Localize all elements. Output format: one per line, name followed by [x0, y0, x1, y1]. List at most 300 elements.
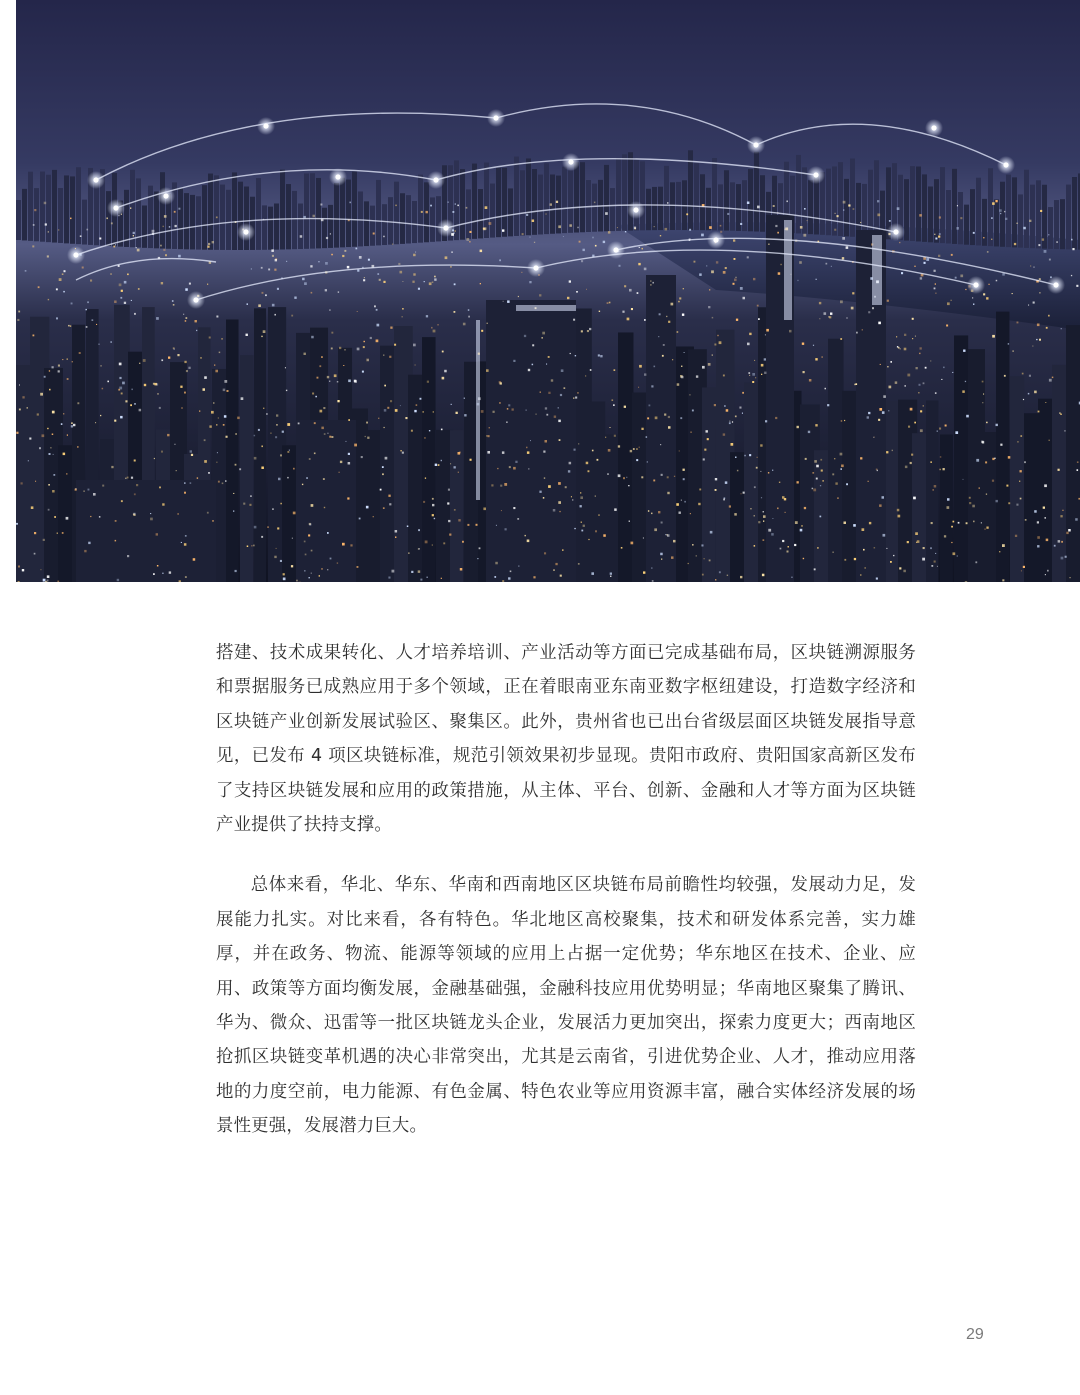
window-light	[294, 297, 296, 299]
window-light	[969, 497, 971, 499]
window-light	[1077, 469, 1079, 471]
window-light	[35, 481, 36, 482]
window-light	[777, 508, 779, 510]
window-light	[706, 265, 707, 266]
window-light	[390, 400, 392, 402]
window-light	[1000, 213, 1001, 214]
body-text	[216, 636, 916, 1144]
distant-building	[304, 173, 309, 248]
window-light	[702, 366, 705, 369]
window-light	[714, 344, 716, 346]
window-light	[897, 509, 900, 512]
window-light	[594, 202, 596, 204]
window-light	[508, 577, 510, 579]
window-light	[639, 365, 642, 368]
window-light	[320, 204, 322, 206]
window-light	[495, 562, 498, 565]
window-light	[923, 547, 925, 549]
window-light	[318, 261, 319, 262]
window-light	[923, 382, 925, 384]
window-light	[935, 553, 936, 554]
window-light	[348, 380, 351, 383]
window-light	[79, 352, 81, 354]
window-light	[768, 472, 769, 473]
window-light	[251, 545, 252, 546]
distant-building	[316, 178, 321, 248]
distant-building	[364, 201, 369, 246]
window-light	[919, 214, 922, 217]
window-light	[1039, 278, 1041, 280]
window-light	[641, 428, 643, 430]
window-light	[1045, 574, 1046, 575]
window-light	[235, 433, 237, 435]
window-light	[376, 309, 378, 311]
distant-building	[982, 199, 987, 246]
window-light	[714, 404, 716, 406]
window-light	[102, 485, 104, 487]
window-light	[851, 307, 854, 310]
window-light	[681, 366, 682, 367]
window-light	[1058, 469, 1060, 471]
window-light	[154, 458, 155, 459]
window-light	[395, 537, 396, 538]
window-light	[463, 323, 466, 326]
window-light	[874, 547, 876, 549]
window-light	[570, 353, 571, 354]
window-light	[25, 270, 27, 272]
window-light	[824, 312, 827, 315]
window-light	[442, 351, 444, 353]
window-light	[487, 451, 490, 454]
window-light	[912, 318, 914, 320]
window-light	[709, 226, 712, 229]
window-light	[899, 242, 900, 243]
window-light	[558, 407, 559, 408]
distant-building	[226, 190, 231, 250]
distant-building	[988, 168, 993, 246]
window-light	[418, 570, 421, 573]
window-light	[775, 417, 777, 419]
window-light	[454, 283, 456, 285]
window-light	[955, 431, 958, 434]
window-light	[740, 223, 742, 225]
window-light	[432, 504, 434, 506]
window-light	[844, 559, 846, 561]
window-light	[835, 482, 837, 484]
window-light	[518, 565, 519, 566]
window-light	[47, 428, 48, 429]
window-light	[276, 548, 277, 549]
window-light	[644, 373, 646, 375]
window-light	[506, 422, 507, 423]
window-light	[63, 291, 65, 293]
window-light	[698, 503, 700, 505]
window-light	[707, 438, 709, 440]
window-light	[735, 457, 737, 459]
window-light	[962, 390, 965, 393]
window-light	[209, 337, 211, 339]
window-light	[204, 376, 207, 379]
window-light	[426, 315, 428, 317]
window-light	[943, 468, 945, 470]
window-light	[966, 522, 968, 524]
window-light	[432, 544, 433, 545]
network-node	[893, 229, 898, 234]
window-light	[1058, 540, 1061, 543]
window-light	[963, 479, 964, 480]
window-light	[502, 451, 505, 454]
window-light	[276, 414, 278, 416]
window-light	[952, 372, 953, 373]
distant-building	[508, 188, 513, 236]
window-light	[93, 493, 96, 496]
window-light	[184, 543, 187, 546]
window-light	[794, 544, 796, 546]
window-light	[595, 245, 597, 247]
distant-building	[346, 180, 351, 248]
window-light	[180, 386, 182, 388]
window-light	[710, 531, 713, 534]
window-light	[33, 224, 35, 226]
window-light	[162, 503, 164, 505]
window-light	[272, 304, 275, 307]
window-light	[309, 577, 310, 578]
city-building	[954, 335, 968, 582]
window-light	[610, 427, 611, 428]
window-light	[418, 529, 420, 531]
distant-building	[802, 167, 807, 233]
window-light	[304, 282, 307, 285]
window-light	[638, 387, 639, 388]
window-light	[342, 255, 344, 257]
distant-building	[40, 172, 45, 242]
window-light	[77, 402, 79, 404]
distant-building	[34, 188, 39, 241]
window-light	[121, 290, 123, 292]
window-light	[1034, 510, 1037, 513]
window-light	[715, 489, 717, 491]
window-light	[661, 559, 662, 560]
window-light	[425, 541, 428, 544]
window-light	[725, 267, 727, 269]
paragraph-2: 总体来看，华北、华东、华南和西南地区区块链布局前瞻性均较强，发展动力足，发展能力扎实。对比来看，各有特色。华北地区高校聚集，技术和研发体系完善，实力雄厚，并在政务、物流、能源等领域的应用上占据一定优势；华东地区在技术、企业、应用、政策等方面均衡发展，金融基础强，金融科技应用优势明显；华南地区聚集了腾讯、华为、微众、迅雷等一批区块链龙头企业，发展活力更加突出，探索力度更大；西南地区抢抓区块链变革机遇的决心非常突出，尤其是云南省，引进优势企业、人才，推动应用落地的力度空前，电力能源、有色金属、特色农业等应用资源丰富，融合实体经济发展的场景性更强，发展潜力巨大。	[216, 875, 916, 1137]
window-light	[553, 509, 556, 512]
window-light	[312, 393, 314, 395]
window-light	[1028, 393, 1030, 395]
window-light	[668, 416, 670, 418]
window-light	[922, 558, 925, 561]
window-light	[52, 434, 54, 436]
window-light	[636, 448, 637, 449]
window-light	[754, 486, 756, 488]
window-light	[579, 241, 581, 243]
window-light	[624, 285, 626, 287]
window-light	[34, 532, 36, 534]
window-light	[52, 411, 55, 414]
city-building	[828, 339, 844, 582]
window-light	[1037, 536, 1040, 539]
window-light	[633, 448, 635, 450]
window-light	[1064, 430, 1066, 432]
window-light	[820, 459, 822, 461]
window-light	[100, 415, 101, 416]
window-light	[761, 364, 764, 367]
window-light	[1004, 211, 1005, 212]
window-light	[991, 217, 993, 219]
window-light	[293, 512, 296, 515]
window-light	[357, 566, 359, 568]
window-light	[1019, 481, 1020, 482]
window-light	[955, 277, 957, 279]
window-light	[729, 505, 731, 507]
window-light	[882, 496, 885, 499]
window-light	[986, 422, 988, 424]
window-light	[143, 359, 146, 362]
window-light	[734, 279, 737, 282]
window-light	[373, 516, 374, 517]
window-light	[907, 541, 909, 543]
window-light	[782, 540, 784, 542]
window-light	[701, 544, 703, 546]
window-light	[161, 359, 163, 361]
window-light	[408, 552, 410, 554]
window-light	[586, 289, 587, 290]
window-light	[207, 284, 208, 285]
window-light	[877, 200, 879, 202]
window-light	[548, 356, 550, 358]
window-light	[324, 433, 326, 435]
window-light	[533, 576, 535, 578]
window-light	[432, 514, 434, 516]
window-light	[189, 283, 191, 285]
distant-building	[652, 187, 657, 230]
window-light	[261, 446, 263, 448]
window-light	[699, 489, 701, 491]
window-light	[799, 261, 802, 264]
window-light	[610, 576, 611, 577]
window-light	[991, 239, 992, 240]
window-light	[931, 565, 933, 567]
window-light	[973, 521, 975, 523]
window-light	[223, 424, 225, 426]
window-light	[580, 492, 581, 493]
window-light	[138, 288, 140, 290]
window-light	[400, 405, 401, 406]
distant-building	[520, 170, 525, 235]
distant-building	[580, 162, 585, 232]
window-light	[655, 417, 658, 420]
window-light	[1060, 414, 1062, 416]
window-light	[558, 501, 561, 504]
window-light	[652, 580, 654, 582]
distant-building	[1006, 175, 1011, 247]
window-light	[280, 560, 282, 562]
window-light	[814, 460, 817, 463]
window-light	[225, 480, 227, 482]
window-light	[574, 528, 575, 529]
window-light	[1017, 322, 1019, 324]
distant-building	[268, 207, 273, 250]
window-light	[176, 470, 177, 471]
window-light	[247, 546, 249, 548]
window-light	[852, 292, 854, 294]
window-light	[725, 481, 728, 484]
window-light	[71, 425, 73, 427]
window-light	[772, 470, 773, 471]
window-light	[321, 356, 323, 358]
window-light	[578, 563, 580, 565]
distant-building	[190, 195, 195, 250]
window-light	[120, 416, 123, 419]
window-light	[106, 218, 108, 220]
window-light	[18, 581, 20, 582]
distant-building	[742, 180, 747, 231]
window-light	[47, 575, 50, 578]
window-light	[830, 313, 832, 315]
window-light	[455, 204, 456, 205]
window-light	[429, 430, 430, 431]
distant-building	[322, 208, 327, 248]
window-light	[999, 209, 1002, 212]
window-light	[131, 389, 133, 391]
window-light	[699, 273, 702, 276]
window-light	[919, 384, 921, 386]
window-light	[77, 446, 78, 447]
window-light	[607, 473, 609, 475]
window-light	[130, 404, 132, 406]
window-light	[95, 422, 96, 423]
distant-building	[388, 197, 393, 245]
window-light	[110, 273, 112, 275]
window-light	[275, 436, 277, 438]
distant-building	[214, 175, 219, 250]
window-light	[797, 280, 798, 281]
window-light	[992, 480, 994, 482]
window-light	[52, 490, 55, 493]
window-light	[342, 543, 345, 546]
window-light	[1045, 402, 1046, 403]
window-light	[690, 513, 691, 514]
window-light	[178, 208, 180, 210]
network-node	[633, 207, 638, 212]
window-light	[765, 420, 767, 422]
window-light	[630, 450, 632, 452]
window-light	[1071, 275, 1072, 276]
window-light	[1008, 502, 1010, 504]
window-light	[739, 407, 741, 409]
window-light	[733, 283, 735, 285]
window-light	[661, 522, 663, 524]
distant-building	[1066, 185, 1071, 250]
window-light	[67, 378, 69, 380]
window-light	[169, 226, 170, 227]
distant-building	[1000, 182, 1005, 247]
window-light	[834, 458, 835, 459]
window-light	[911, 454, 913, 456]
window-light	[779, 482, 780, 483]
distant-building	[1048, 207, 1053, 249]
window-light	[337, 400, 339, 402]
distant-building	[874, 160, 879, 238]
window-light	[863, 549, 865, 551]
window-light	[359, 518, 361, 520]
window-light	[287, 423, 290, 426]
window-light	[854, 558, 856, 560]
distant-building	[178, 189, 183, 250]
distant-building	[52, 170, 57, 243]
window-light	[945, 425, 947, 427]
window-light	[75, 489, 77, 491]
window-light	[525, 535, 526, 536]
window-light	[834, 229, 836, 231]
window-light	[658, 511, 660, 513]
window-light	[18, 566, 20, 568]
distant-building	[1060, 199, 1065, 249]
window-light	[416, 404, 418, 406]
window-light	[304, 541, 306, 543]
city-building	[450, 430, 464, 582]
window-light	[612, 399, 614, 401]
window-light	[467, 524, 469, 526]
window-light	[345, 441, 346, 442]
window-light	[447, 502, 449, 504]
window-light	[969, 502, 971, 504]
window-light	[819, 302, 821, 304]
window-light	[910, 408, 913, 411]
network-node	[533, 265, 538, 270]
distant-building	[352, 171, 357, 246]
distant-building	[724, 170, 729, 230]
window-light	[569, 224, 572, 227]
window-light	[47, 580, 49, 582]
city-building	[730, 452, 744, 582]
window-light	[912, 338, 913, 339]
window-light	[951, 542, 952, 543]
window-light	[339, 347, 341, 349]
window-light	[287, 451, 289, 453]
window-light	[442, 377, 445, 380]
window-light	[1008, 456, 1011, 459]
window-light	[526, 410, 527, 411]
window-light	[1012, 293, 1013, 294]
window-light	[661, 474, 663, 476]
window-light	[727, 575, 728, 576]
distant-building	[622, 154, 627, 230]
window-light	[481, 330, 483, 332]
window-light	[448, 520, 450, 522]
window-light	[311, 550, 313, 552]
window-light	[574, 449, 576, 451]
window-light	[575, 355, 576, 356]
window-light	[470, 459, 472, 461]
window-light	[880, 364, 881, 365]
network-node	[163, 193, 168, 198]
window-light	[797, 426, 799, 428]
window-light	[773, 205, 775, 207]
window-light	[254, 435, 256, 437]
window-light	[347, 497, 349, 499]
network-node	[613, 247, 618, 252]
window-light	[1024, 461, 1026, 463]
window-light	[185, 535, 187, 537]
window-light	[916, 542, 917, 543]
window-light	[653, 480, 655, 482]
window-light	[144, 384, 146, 386]
window-light	[583, 249, 585, 251]
window-light	[764, 358, 766, 360]
window-light	[38, 286, 40, 288]
window-light	[37, 413, 39, 415]
